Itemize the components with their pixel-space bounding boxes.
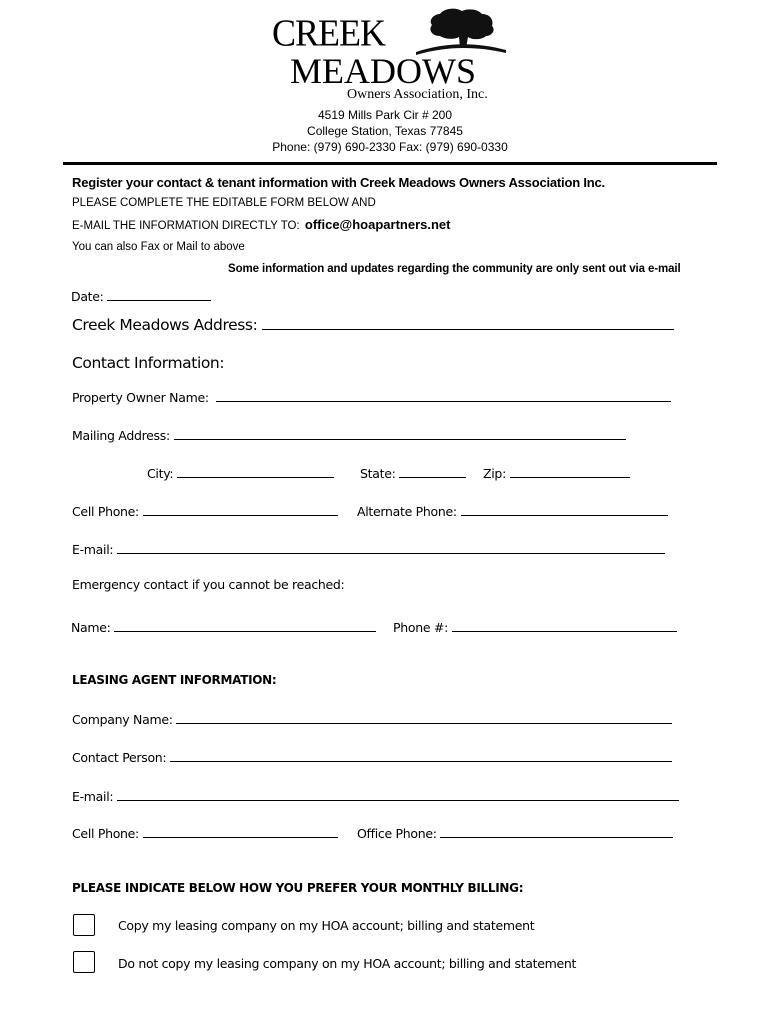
city-row — [147, 464, 334, 481]
leasing-email-row — [72, 787, 679, 804]
logo-meadows: MEADOWS — [290, 51, 476, 91]
owner-name-field[interactable] — [216, 388, 671, 402]
hoa-address-line1: 4519 Mills Park Cir # 200 — [317, 108, 453, 122]
emergency-name-row — [71, 618, 376, 635]
logo — [268, 8, 508, 96]
emergency-name-label: Name: — [71, 620, 111, 635]
emergency-phone-row — [393, 618, 677, 635]
leasing-email-field[interactable] — [117, 787, 679, 801]
office-phone-row — [357, 824, 673, 841]
mailing-address-field[interactable] — [174, 426, 626, 440]
intro-line2-prefix: E-MAIL THE INFORMATION DIRECTLY TO: — [72, 220, 300, 232]
emergency-phone-label: Phone #: — [393, 620, 448, 635]
property-address-field[interactable] — [262, 313, 674, 330]
alt-phone-label: Alternate Phone: — [357, 504, 457, 519]
email-notice: Some information and updates regarding the community are only sent out via e-mail — [228, 263, 681, 275]
alt-phone-row — [357, 502, 668, 519]
email-field[interactable] — [117, 540, 665, 554]
header-divider — [63, 162, 717, 165]
intro-line3: You can also Fax or Mail to above — [72, 241, 245, 253]
office-email-link[interactable]: office@hoapartners.net — [304, 217, 451, 232]
state-field[interactable] — [399, 464, 466, 478]
state-row — [360, 464, 466, 481]
date-label: Date: — [71, 289, 104, 304]
zip-row — [483, 464, 630, 481]
company-name-label: Company Name: — [72, 712, 173, 727]
logo-subtitle: Owners Association, Inc. — [347, 87, 488, 102]
emergency-name-field[interactable] — [114, 618, 376, 632]
hoa-phone-fax: Phone: (979) 690-2330 Fax: (979) 690-0330 — [272, 140, 508, 154]
billing-no-copy-label: Do not copy my leasing company on my HOA account; billing and statement — [118, 956, 577, 971]
billing-no-copy-checkbox[interactable] — [73, 951, 95, 973]
owner-name-label: Property Owner Name: — [72, 390, 209, 405]
intro-line2 — [72, 217, 450, 232]
date-field[interactable] — [107, 287, 211, 301]
city-field[interactable] — [177, 464, 334, 478]
contact-person-field[interactable] — [170, 748, 672, 762]
mailing-address-label: Mailing Address: — [72, 428, 170, 443]
intro-line1: PLEASE COMPLETE THE EDITABLE FORM BELOW AND — [72, 197, 376, 209]
property-address-label: Creek Meadows Address: — [72, 316, 258, 334]
contact-heading: Contact Information: — [72, 354, 225, 372]
billing-copy-checkbox[interactable] — [73, 914, 95, 936]
company-name-row — [72, 710, 672, 727]
hoa-address-line2: College Station, Texas 77845 — [307, 124, 463, 138]
zip-field[interactable] — [510, 464, 630, 478]
intro-title: Register your contact & tenant information with Creek Meadows Owners Association Inc. — [72, 175, 605, 190]
tree-icon — [416, 8, 508, 56]
email-label: E-mail: — [72, 542, 114, 557]
city-label: City: — [147, 466, 174, 481]
cell-phone-field[interactable] — [143, 502, 338, 516]
company-name-field[interactable] — [176, 710, 672, 724]
logo-creek: CREEK — [272, 12, 386, 55]
contact-person-row — [72, 748, 672, 765]
leasing-email-label: E-mail: — [72, 789, 114, 804]
leasing-cell-row — [72, 824, 338, 841]
email-row — [72, 540, 665, 557]
emergency-phone-field[interactable] — [452, 618, 677, 632]
contact-person-label: Contact Person: — [72, 750, 167, 765]
owner-name-row — [72, 388, 671, 405]
state-label: State: — [360, 466, 396, 481]
emergency-label: Emergency contact if you cannot be reached: — [72, 577, 345, 592]
zip-label: Zip: — [483, 466, 506, 481]
leasing-cell-label: Cell Phone: — [72, 826, 139, 841]
cell-phone-label: Cell Phone: — [72, 504, 139, 519]
cell-phone-row — [72, 502, 338, 519]
mailing-address-row — [72, 426, 626, 443]
office-phone-label: Office Phone: — [357, 826, 437, 841]
office-phone-field[interactable] — [440, 824, 673, 838]
alt-phone-field[interactable] — [461, 502, 668, 516]
billing-heading: PLEASE INDICATE BELOW HOW YOU PREFER YOUR MONTHLY BILLING: — [72, 881, 524, 895]
leasing-cell-field[interactable] — [143, 824, 338, 838]
billing-copy-label: Copy my leasing company on my HOA account; billing and statement — [118, 918, 535, 933]
property-address-row — [72, 313, 674, 334]
leasing-heading: LEASING AGENT INFORMATION: — [72, 673, 277, 687]
date-row — [71, 287, 211, 304]
